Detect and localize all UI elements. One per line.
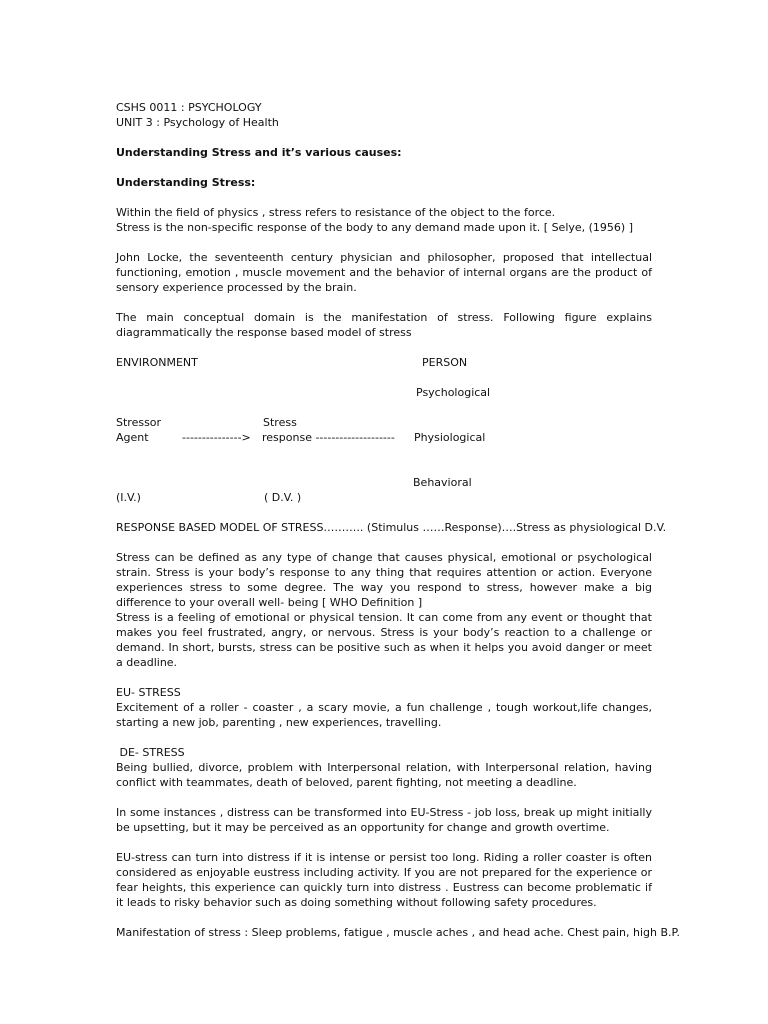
model-summary: RESPONSE BASED MODEL OF STRESS……….. (Stimulus ……Response)….Stress as physiological D.V. (116, 521, 667, 534)
locke-paragraph: John Locke, the seventeenth century physician and philosopher, proposed that intellectual functioning, emotion , muscle movement and the behavior of internal organs are the product of sensory experience processed by the brain. (116, 251, 652, 294)
unit-title: UNIT 3 : Psychology of Health (116, 116, 279, 129)
diagram-person-label: PERSON (422, 356, 468, 369)
diagram-stress-label: Stress (263, 416, 297, 429)
feeling-definition: Stress is a feeling of emotional or physical tension. It can come from any event or thought that makes you feel frustrated, angry, or nervous. Stress is your body’s reaction to a challenge or demand. In short, bursts, stress can be positive such as when it helps you avoid danger or meet a deadline. (116, 611, 652, 669)
document-page (116, 100, 680, 940)
transform-paragraph: In some instances , distress can be transformed into EU-Stress - job loss, break up might initially be upsetting, but it may be perceived as an opportunity for change and growth overtime. (116, 806, 652, 834)
domain-paragraph: The main conceptual domain is the manifestation of stress. Following figure explains diagrammatically the response based model of stress (116, 311, 652, 339)
diagram-response-label: response -------------------- (262, 431, 395, 444)
diagram-behavioral-label: Behavioral (413, 476, 472, 489)
response-model-diagram (116, 355, 652, 505)
diagram-psychological-label: Psychological (416, 386, 491, 399)
distress-heading: DE- STRESS (116, 746, 185, 759)
manifestation-line: Manifestation of stress : Sleep problems, fatigue , muscle aches , and head ache. Chest pain, high B.P. (116, 926, 680, 939)
eustress-to-distress-paragraph: EU-stress can turn into distress if it is intense or persist too long. Riding a roller coaster is often considered as enjoyable eustress including activity. If you are not prepared for the experience or fear heights, this experience can quickly turn into distress . Eustress can become problematic if it leads to risky behavior such as doing something without following safety procedures. (116, 851, 652, 909)
diagram-stressor-label: Stressor (116, 416, 162, 429)
diagram-dv-label: ( D.V. ) (264, 491, 302, 504)
section-heading: Understanding Stress: (116, 176, 256, 189)
diagram-agent-label: Agent (116, 431, 149, 444)
physics-definition: Within the field of physics , stress refers to resistance of the object to the force. (116, 206, 556, 219)
distress-text: Being bullied, divorce, problem with Interpersonal relation, with Interpersonal relation, having conflict with teammates, death of beloved, parent fighting, not meeting a deadline. (116, 761, 652, 789)
eustress-text: Excitement of a roller - coaster , a scary movie, a fun challenge , tough workout,life changes, starting a new job, parenting , new experiences, travelling. (116, 701, 652, 729)
diagram-environment-label: ENVIRONMENT (116, 356, 198, 369)
course-code: CSHS 0011 : PSYCHOLOGY (116, 101, 262, 114)
diagram-iv-label: (I.V.) (116, 491, 141, 504)
diagram-physiological-label: Physiological (414, 431, 486, 444)
main-heading: Understanding Stress and it’s various causes: (116, 146, 402, 159)
eustress-heading: EU- STRESS (116, 686, 181, 699)
who-definition: Stress can be defined as any type of change that causes physical, emotional or psychological strain. Stress is your body’s response to any thing that requires attention or action. Everyone experiences stress to some degree. The way you respond to stress, however make a big difference to your overall well- being [ WHO Definition ] (116, 551, 652, 609)
selye-definition: Stress is the non-specific response of the body to any demand made upon it. [ Selye, (1956) ] (116, 221, 634, 234)
diagram-arrow: ---------------> (182, 431, 251, 444)
